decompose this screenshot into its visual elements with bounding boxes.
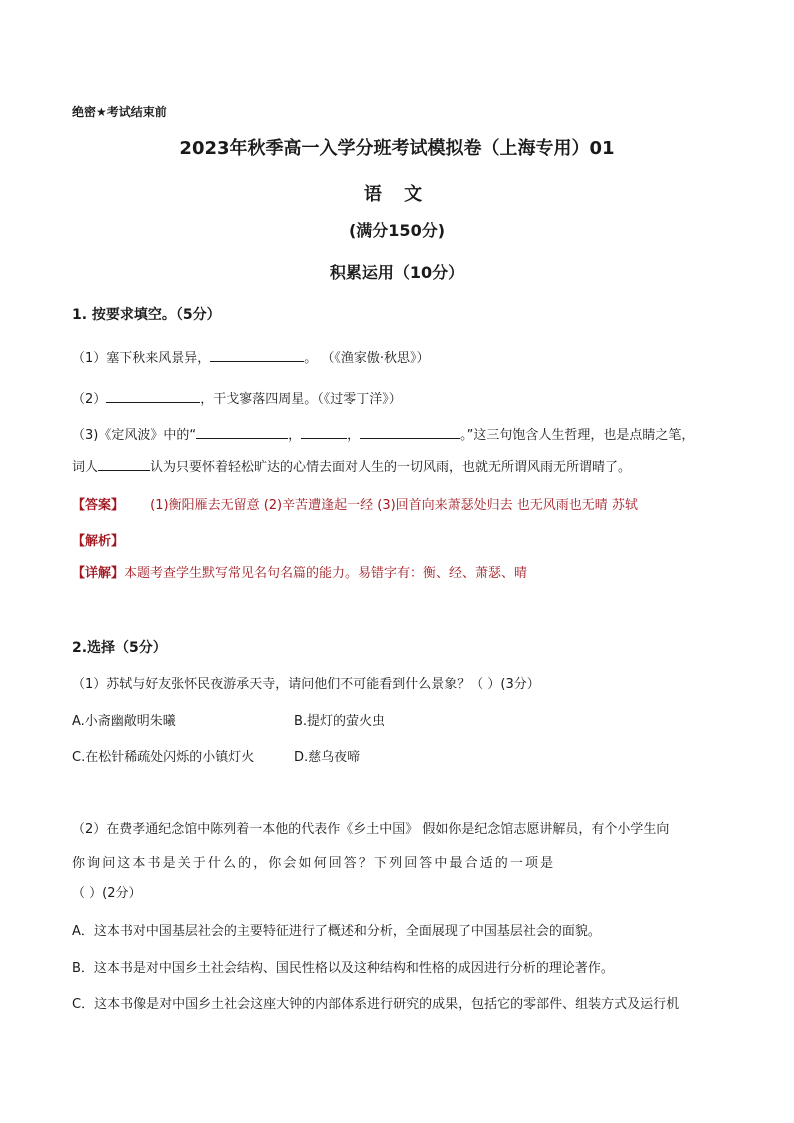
detail-text: 本题考查学生默写常见名句名篇的能力。易错字有：衡、经、萧瑟、晴 [124, 566, 528, 581]
analysis-label: 【解析】 [72, 534, 125, 549]
question-1-heading: 1. 按要求填空。（5分） [72, 307, 221, 323]
q2-sub-2-line-3: （ ）(2分） [72, 886, 142, 901]
fill-blank[interactable] [360, 425, 460, 439]
confidential-label: 绝密★考试结束前 [72, 105, 167, 119]
answer-text: (1)衡阳雁去无留意 (2)辛苦遭逢起一经 (3)回首向来萧瑟处归去 也无风雨也无晴 苏轼 [150, 498, 638, 513]
answer-label: 【答案】 [72, 498, 125, 513]
q2-option-c: C.在松针稀疏处闪烁的小镇灯火 [72, 750, 255, 765]
q1-item-1-prefix: （1）塞下秋来风景异， [72, 351, 211, 366]
fill-blank[interactable] [196, 425, 288, 439]
comma: ， [288, 428, 302, 443]
q1-item-1 [72, 347, 430, 366]
full-score: (满分150分) [348, 221, 446, 240]
q1-item-1-suffix: 。 （《渔家傲·秋思》） [304, 351, 430, 366]
q2-sub-2-line-2: 你询问这本书是关于什么的，你会如何回答？下列回答中最合适的一项是 [72, 856, 556, 871]
q2-choice-c: C．这本书像是对中国乡土社会这座大钟的内部体系进行研究的成果，包括它的零部件、组装方式及运行机 [72, 997, 680, 1012]
fill-blank[interactable] [106, 389, 200, 403]
q1-item-2 [72, 388, 402, 407]
comma: ， [347, 428, 361, 443]
detail-label: 【详解】 [72, 566, 125, 581]
q1-item-2-prefix: （2） [72, 392, 107, 407]
exam-title: 2023年秋季高一入学分班考试模拟卷（上海专用）01 [179, 138, 615, 159]
question-2-heading: 2.选择（5分） [72, 640, 167, 656]
q1-item-3-suffix: 。”这三句饱含人生哲理，也是点睛之笔， [460, 428, 695, 443]
q2-choice-a: A．这本书对中国基层社会的主要特征进行了概述和分析，全面展现了中国基层社会的面貌。 [72, 924, 601, 939]
q1-item-3-line-2 [72, 456, 631, 475]
q2-sub-1: （1）苏轼与好友张怀民夜游承天寺，请问他们不可能看到什么景象？（ ）(3分） [72, 677, 540, 692]
q2-option-a: A.小斋幽敞明朱曦 [72, 714, 176, 729]
q2-option-b: B.提灯的萤火虫 [294, 714, 386, 729]
fill-blank[interactable] [210, 348, 304, 362]
q2-sub-2-line-1: （2）在费孝通纪念馆中陈列着一本他的代表作《乡土中国》 假如你是纪念馆志愿讲解员，有个小学生向 [72, 822, 670, 837]
q1-answer [72, 494, 638, 513]
fill-blank[interactable] [98, 457, 150, 471]
q2-choice-b: B．这本书是对中国乡土社会结构、国民性格以及这种结构和性格的成因进行分析的理论著作。 [72, 961, 614, 976]
q1-item-3-line2-suffix: 认为只要怀着轻松旷达的心情去面对人生的一切风雨，也就无所谓风雨无所谓晴了。 [150, 460, 632, 475]
q2-option-d: D.慈乌夜啼 [294, 750, 361, 765]
q1-item-2-suffix: ，干戈寥落四周星。（《过零丁洋》） [200, 392, 402, 407]
fill-blank[interactable] [301, 425, 347, 439]
q1-item-3-prefix: （3)《定风波》中的“ [72, 428, 197, 443]
q1-item-3-line2-prefix: 词人 [72, 460, 99, 475]
q1-item-3 [72, 424, 694, 443]
section-heading: 积累运用（10分） [329, 263, 465, 282]
subject-heading: 语 文 [363, 184, 431, 205]
q1-detail [72, 562, 527, 581]
